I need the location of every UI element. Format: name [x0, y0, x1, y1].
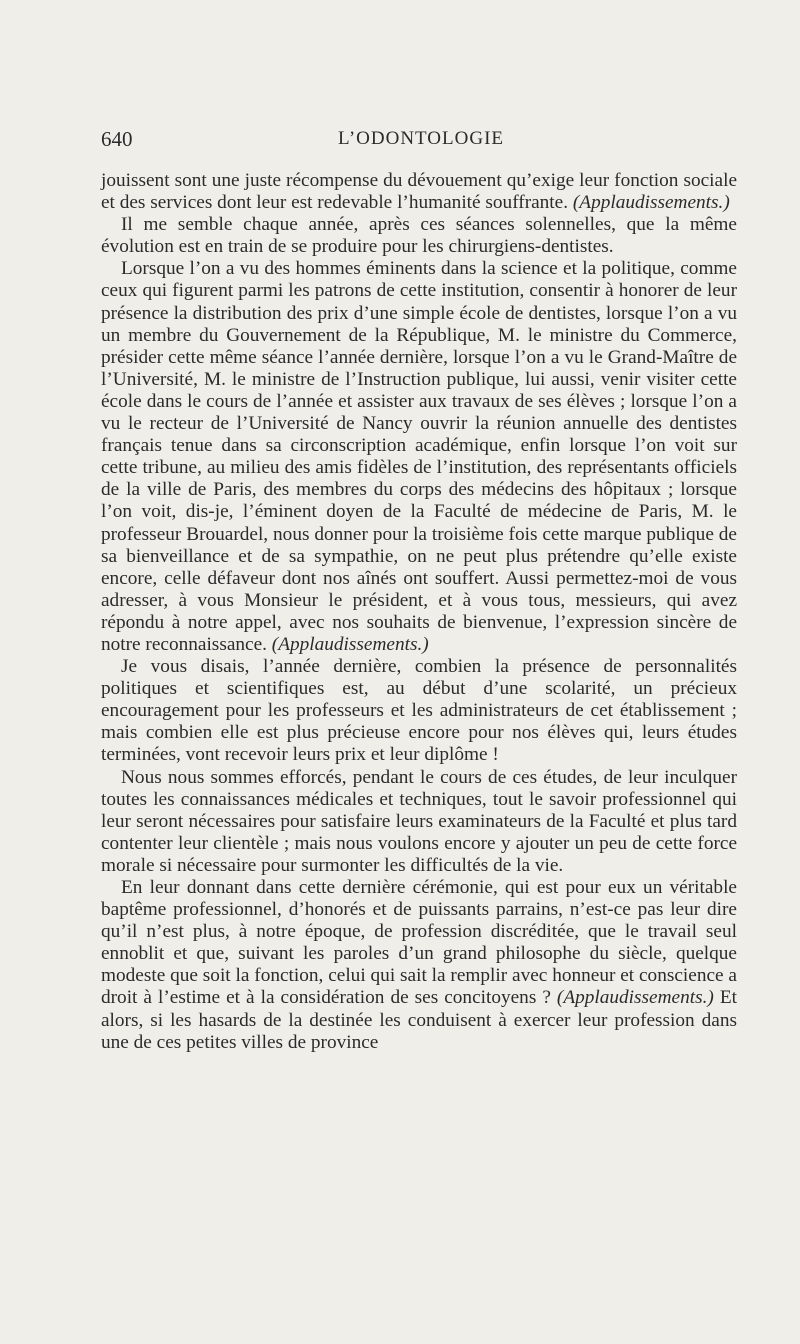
- applause-note: (Applaudissements.): [556, 987, 714, 1009]
- page-number: 640: [101, 127, 133, 151]
- body-text: [101, 170, 737, 1054]
- paragraph: Nous nous sommes efforcés, pendant le cours de ces études, de leur inculquer toutes les connaissances médicales et techniques, tout le savoir professionnel qui leur seront nécessaires pour satisfaire leurs examinateurs de la Faculté et plus tard contenter leur clientèle ; mais nous voulons encore y ajouter un peu de cette force morale si nécessaire pour surmonter les difficultés de la vie.: [101, 766, 737, 876]
- paragraph: En leur donnant dans cette dernière cérémonie, qui est pour eux un véritable baptême professionnel, d’honorés et de puissants parrains, n’est-ce pas leur dire qu’il n’est plus, à notre époque, de profession discréditée, que le travail seul ennoblit et que, suivant les paroles d’un grand philosophe du siècle, quelque modeste que soit la fonction, celui qui sait la remplir avec honneur et conscience a droit à l’estime et à la considération de ses concitoyens ? (Applaudissements.) Et alors, si les hasards de la destinée les conduisent à exercer leur profession dans une de ces petites villes de province: [101, 877, 737, 1053]
- paragraph: jouissent sont une juste récompense du dévouement qu’exige leur fonction sociale et des services dont leur est redevable l’humanité souffrante. (Applaudissements.): [101, 170, 737, 214]
- paragraph: Il me semble chaque année, après ces séances solennelles, que la même évolution est en train de se produire pour les chirurgiens-dentistes.: [101, 214, 737, 258]
- running-head: [101, 127, 741, 157]
- running-title: L’ODONTOLOGIE: [337, 128, 505, 149]
- paragraph: Je vous disais, l’année dernière, combien la présence de personnalités politiques et scientifiques est, au début d’une scolarité, un précieux encouragement pour les professeurs et les administrateurs de cet établissement ; mais combien elle est plus précieuse encore pour nos élèves qui, leurs études terminées, vont recevoir leurs prix et leur diplôme !: [101, 656, 737, 766]
- applause-note: (Applaudissements.): [271, 633, 429, 655]
- paragraph: Lorsque l’on a vu des hommes éminents dans la science et la politique, comme ceux qui figurent parmi les patrons de cette institution, consentir à honorer de leur présence la distribution des prix d’une simple école de dentistes, lorsque l’on a vu un membre du Gouvernement de la République, M. le ministre du Commerce, présider cette même séance l’année dernière, lorsque l’on a vu le Grand-Maître de l’Université, M. le ministre de l’Instruction publique, lui aussi, venir visiter cette école dans le cours de l’année et assister aux travaux de ses élèves ; lorsque l’on a vu le recteur de l’Université de Nancy ouvrir la réunion annuelle des dentistes français tenue dans sa circonscription académique, enfin lorsque l’on voit sur cette tribune, au milieu des amis fidèles de l’institution, des représentants officiels de la ville de Paris, des membres du corps des médecins des hôpitaux ; lorsque l’on voit, dis-je, l’éminent doyen de la Faculté de médecine de Paris, M. le professeur Brouardel, nous donner pour la troisième fois cette marque publique de sa bienveillance et de sa sympathie, on ne peut plus prétendre qu’elle existe encore, celle défaveur dont nos aînés ont souffert. Aussi permettez-moi de vous adresser, à vous Monsieur le président, et à vous tous, messieurs, qui avez répondu à notre appel, avec nos souhaits de bienvenue, l’expression sincère de notre reconnaissance. (Applaudissements.): [101, 258, 737, 655]
- applause-note: (Applaudissements.): [572, 192, 730, 214]
